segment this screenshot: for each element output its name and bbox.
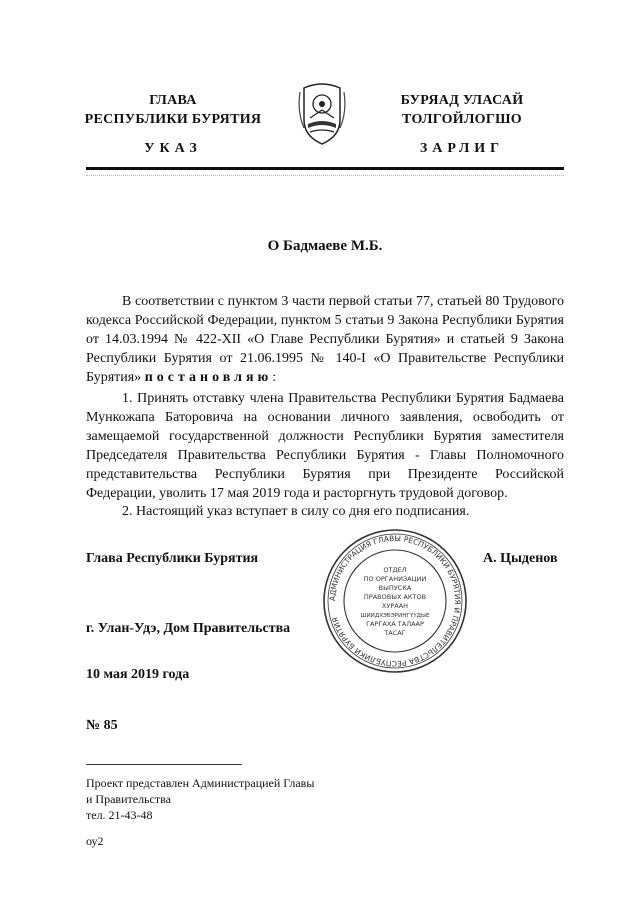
decree-number: № 85 [86, 718, 118, 733]
signing-place: г. Улан-Удэ, Дом Правительства [86, 621, 291, 636]
issuer-bua [366, 91, 558, 129]
footnote-line-2: и Правительства [86, 792, 171, 806]
header-dotted-line [86, 175, 564, 176]
footnote-line-1: Проект представлен Администрацией Главы [86, 776, 315, 790]
doc-type-bua: ЗАРЛИГ [419, 141, 505, 156]
issuer-ru [78, 91, 268, 129]
signatory-name: А. Цыденов [483, 551, 558, 566]
stamp-line-7: ГАРГАХА ТАЛААР [366, 620, 424, 628]
stamp-line-4: ПРАВОВЫХ АКТОВ [363, 593, 427, 601]
issuer-ru-line2: РЕСПУБЛИКИ БУРЯТИЯ [84, 112, 262, 127]
stamp-line-2: ПО ОРГАНИЗАЦИИ [363, 575, 427, 583]
official-stamp-icon [320, 526, 470, 676]
stamp-outer-text: АДМИНИСТРАЦИЯ ГЛАВЫ РЕСПУБЛИКИ БУРЯТИЯ И ПРАВИТЕЛЬСТВА РЕСПУБЛИКИ БУРЯТИЯ [327, 533, 463, 669]
stamp-line-1: ОТДЕЛ [383, 566, 407, 574]
footnote-phone: тел. 21-43-48 [86, 808, 153, 822]
footnote-divider [86, 764, 242, 765]
preamble-paragraph [86, 292, 564, 387]
issuer-bua-line1: БУРЯАД УЛАСАЙ [400, 93, 524, 108]
header-divider [86, 167, 564, 170]
decree-item-1: 1. Принять отставку члена Правительства Республики Бурятия Бадмаева Мункожапа Баторовича на основании личного заявления, освободить от замещаемой государственной должности Республики Бурятия заместителя Председателя Правительства Республики Бурятия - Главы Полномочного представительства Республики Бурятия при Президенте Российской Федерации, уволить 17 мая 2019 года и расторгнуть трудовой договор. [86, 391, 564, 501]
preamble-text: В соответствии с пунктом 3 части первой статьи 77, статьей 80 Трудового кодекса Российской Федерации, пунктом 5 статьи 9 Закона Республики Бурятия от 14.03.1994 № 422-XII «О Главе Республики Бурятия» и статьей 9 Закона Республики Бурятия от 21.06.1995 № 140-I «О Правительстве Республики Бурятия» [86, 294, 564, 385]
stamp-line-5: ХУРААН [381, 602, 409, 610]
stamp-line-8: ТАСАГ [384, 629, 406, 637]
coat-of-arms-icon [296, 82, 348, 148]
signatory-title: Глава Республики Бурятия [86, 551, 259, 566]
document-code: оу2 [86, 834, 104, 848]
stamp-line-3: ВЫПУСКА [378, 584, 412, 592]
decree-item-2: 2. Настоящий указ вступает в силу со дня его подписания. [122, 504, 470, 519]
issuer-ru-line1: ГЛАВА [149, 93, 197, 108]
document-title: О Бадмаеве М.Б. [267, 238, 383, 254]
issuer-bua-line2: ТОЛГОЙЛОГШО [402, 112, 522, 127]
decree-word: постановляю [144, 370, 273, 385]
decree-colon: : [272, 370, 277, 385]
stamp-line-6: ШИИДХЭБЭРИНГҮҮДЫЕ [360, 613, 430, 619]
signing-date: 10 мая 2019 года [86, 667, 190, 682]
doc-type-ru: УКАЗ [144, 141, 202, 156]
